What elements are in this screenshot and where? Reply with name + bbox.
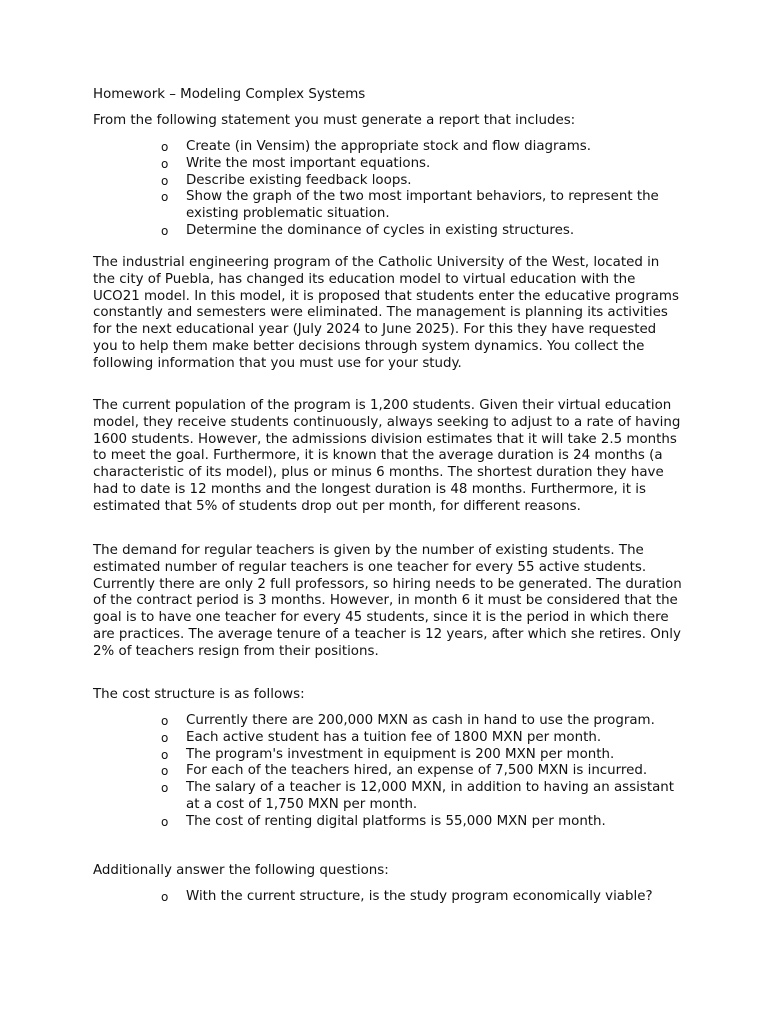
requirement-text: Determine the dominance of cycles in existing structures. [186,222,575,238]
requirements-list [161,139,681,240]
list-item [161,223,681,240]
bullet-icon: o [161,173,169,188]
list-item [161,763,681,780]
list-item [161,889,681,906]
paragraph-teachers: The demand for regular teachers is given by the number of existing students. The estimated number of regular teachers is one teacher for every 55 active students. Currently there are only 2 full professors, so hiring needs to be generated. The duration of the contract period is 3 months. However, in month 6 it must be considered that the goal is to have one teacher for every 45 students, since it is the period in which there are practices. The average tenure of a teacher is 12 years, after which she retires. Only 2% of teachers resign from their positions. [93,543,682,659]
list-item [161,189,681,223]
paragraph-program-context: The industrial engineering program of the Catholic University of the West, located in the city of Puebla, has changed its education model to virtual education with the UCO21 model. In this model, it is proposed that students enter the educative programs constantly and semesters were eliminated. The management is planning its activities for the next educational year (July 2024 to June 2025). For this they have requested you to help them make better decisions through system dynamics. You collect the following information that you must use for your study. [93,255,679,371]
list-item [161,814,681,831]
bullet-icon: o [161,190,169,205]
list-item [161,139,681,156]
list-item [161,173,681,190]
requirement-text: Show the graph of the two most important behaviors, to represent the existing problematic situation. [186,189,659,222]
bullet-icon: o [161,747,169,762]
requirement-text: Describe existing feedback loops. [186,172,412,188]
cost-text: The salary of a teacher is 12,000 MXN, in addition to having an assistant at a cost of 1,750 MXN per month. [186,780,675,812]
bullet-icon: o [161,223,169,238]
cost-text: Currently there are 200,000 MXN as cash in hand to use the program. [186,713,655,728]
list-item [161,747,681,764]
question-text: With the current structure, is the study program economically viable? [186,889,653,904]
cost-text: For each of the teachers hired, an expense of 7,500 MXN is incurred. [186,763,648,779]
questions-intro-text: Additionally answer the following questions: [93,863,389,878]
requirement-text: Create (in Vensim) the appropriate stock and flow diagrams. [186,139,592,154]
bullet-icon: o [161,764,169,779]
bullet-icon: o [161,156,169,171]
cost-text: Each active student has a tuition fee of 1800 MXN per month. [186,729,602,745]
bullet-icon: o [161,140,169,154]
cost-text: The program's investment in equipment is 200 MXN per month. [186,746,615,762]
cost-intro-text: The cost structure is as follows: [93,687,305,702]
paragraph-students: The current population of the program is 1,200 students. Given their virtual education model, they receive students continuously, always seeking to adjust to a rate of having 1600 students. However, the admissions division estimates that it will take 2.5 months to meet the goal. Furthermore, it is known that the average duration is 24 months (a characteristic of its model), plus or minus 6 months. The shortest duration they have had to date is 12 months and the longest duration is 48 months. Furthermore, it is estimated that 5% of students drop out per month, for different reasons. [93,398,681,514]
document-title: Homework – Modeling Complex Systems [93,87,366,102]
cost-text: The cost of renting digital platforms is 55,000 MXN per month. [186,813,606,829]
costs-list [161,713,681,831]
list-item [161,156,681,173]
list-item [161,713,681,730]
bullet-icon: o [161,714,169,728]
requirement-text: Write the most important equations. [186,155,431,171]
questions-list [161,889,681,906]
intro-text: From the following statement you must generate a report that includes: [93,113,576,128]
bullet-icon: o [161,890,169,904]
list-item [161,780,681,814]
bullet-icon: o [161,730,169,745]
list-item [161,730,681,747]
bullet-icon: o [161,814,169,829]
bullet-icon: o [161,781,169,796]
